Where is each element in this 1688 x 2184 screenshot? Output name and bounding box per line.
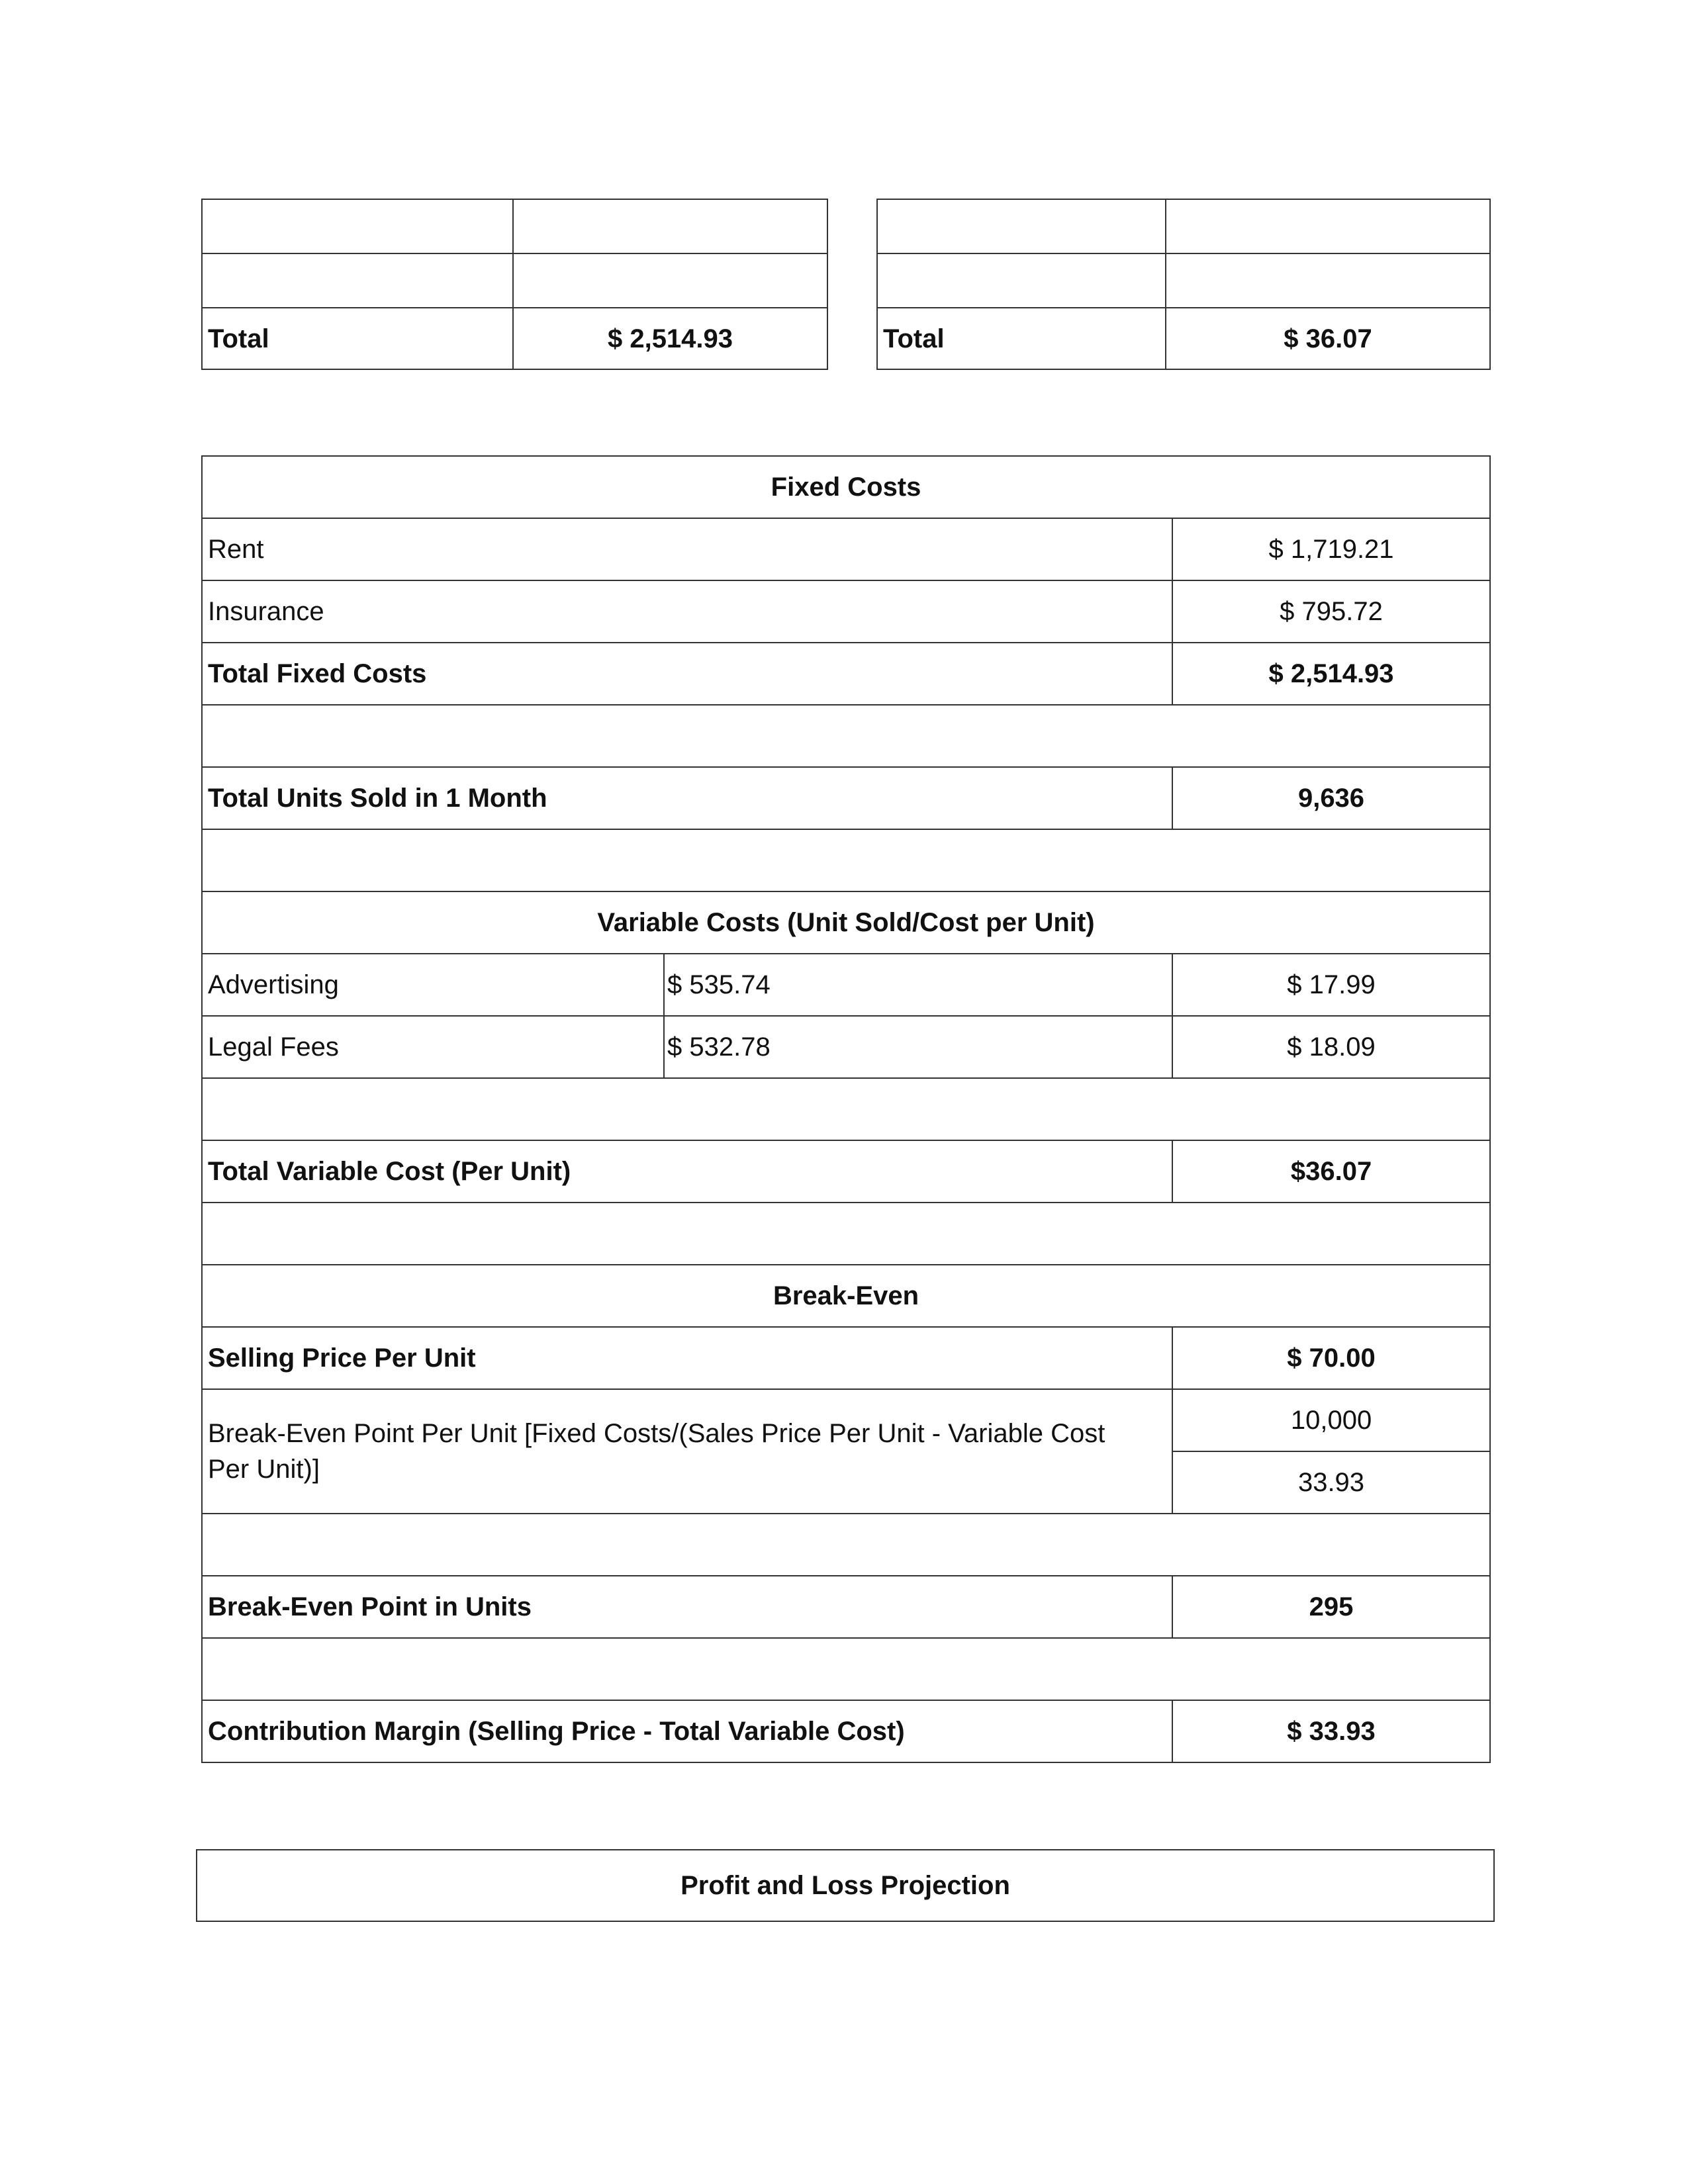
- units-sold-value: 9,636: [1172, 767, 1490, 829]
- total-fixed-costs-value: $ 2,514.93: [1172, 643, 1490, 705]
- selling-price-label: Selling Price Per Unit: [202, 1327, 1172, 1389]
- table-row: [877, 308, 1490, 369]
- spacer-cell: [202, 705, 1490, 767]
- table-row: [877, 253, 1490, 308]
- legal-fees-per-unit: $ 18.09: [1172, 1016, 1490, 1078]
- total-variable-cost-label: Total Variable Cost (Per Unit): [202, 1140, 1172, 1203]
- break-even-header: Break-Even: [202, 1265, 1490, 1327]
- table-row: [197, 1850, 1494, 1921]
- table-row: [202, 1514, 1490, 1576]
- total-variable-cost-value: $36.07: [1172, 1140, 1490, 1203]
- total-label: Total: [202, 308, 513, 369]
- table-row: [877, 199, 1490, 253]
- table-row: [202, 253, 827, 308]
- table-row: [202, 456, 1490, 518]
- total-value: $ 2,514.93: [513, 308, 827, 369]
- total-value: $ 36.07: [1166, 308, 1490, 369]
- break-even-point-value-1: 10,000: [1172, 1389, 1490, 1451]
- rent-label: Rent: [202, 518, 1172, 580]
- insurance-value: $ 795.72: [1172, 580, 1490, 643]
- table-row: [202, 1016, 1490, 1078]
- total-label: Total: [877, 308, 1166, 369]
- table-row: [202, 308, 827, 369]
- selling-price-value: $ 70.00: [1172, 1327, 1490, 1389]
- break-even-point-label: Break-Even Point Per Unit [Fixed Costs/(Sales Price Per Unit - Variable Cost Per Unit)]: [202, 1389, 1172, 1514]
- table-row: [202, 643, 1490, 705]
- units-sold-label: Total Units Sold in 1 Month: [202, 767, 1172, 829]
- empty-cell: [202, 199, 513, 253]
- table-row: [202, 1700, 1490, 1762]
- break-even-point-value-2: 33.93: [1172, 1451, 1490, 1514]
- spacer-cell: [202, 1514, 1490, 1576]
- empty-cell: [1166, 199, 1490, 253]
- table-row: [202, 199, 827, 253]
- advertising-label: Advertising: [202, 954, 664, 1016]
- profit-loss-header: Profit and Loss Projection: [197, 1850, 1494, 1921]
- variable-summary-table: [876, 199, 1491, 370]
- advertising-cost: $ 535.74: [664, 954, 1172, 1016]
- total-fixed-costs-label: Total Fixed Costs: [202, 643, 1172, 705]
- table-row: [202, 829, 1490, 891]
- break-even-units-value: 295: [1172, 1576, 1490, 1638]
- variable-costs-header: Variable Costs (Unit Sold/Cost per Unit): [202, 891, 1490, 954]
- contribution-margin-value: $ 33.93: [1172, 1700, 1490, 1762]
- spacer-cell: [202, 1203, 1490, 1265]
- empty-cell: [202, 253, 513, 308]
- table-row: [202, 518, 1490, 580]
- table-row: [202, 1327, 1490, 1389]
- fixed-costs-header: Fixed Costs: [202, 456, 1490, 518]
- spacer-cell: [202, 1638, 1490, 1700]
- empty-cell: [877, 199, 1166, 253]
- spacer-cell: [202, 829, 1490, 891]
- break-even-table: [201, 455, 1491, 1763]
- legal-fees-cost: $ 532.78: [664, 1016, 1172, 1078]
- table-row: [202, 767, 1490, 829]
- advertising-per-unit: $ 17.99: [1172, 954, 1490, 1016]
- table-row: [202, 705, 1490, 767]
- legal-fees-label: Legal Fees: [202, 1016, 664, 1078]
- table-row: [202, 1265, 1490, 1327]
- table-row: [202, 1078, 1490, 1140]
- table-row: [202, 1576, 1490, 1638]
- fixed-summary-table: [201, 199, 828, 370]
- profit-loss-table: [196, 1849, 1495, 1922]
- contribution-margin-label: Contribution Margin (Selling Price - Total Variable Cost): [202, 1700, 1172, 1762]
- rent-value: $ 1,719.21: [1172, 518, 1490, 580]
- table-row: [202, 1389, 1490, 1451]
- empty-cell: [513, 199, 827, 253]
- break-even-units-label: Break-Even Point in Units: [202, 1576, 1172, 1638]
- spacer-cell: [202, 1078, 1490, 1140]
- insurance-label: Insurance: [202, 580, 1172, 643]
- table-row: [202, 891, 1490, 954]
- table-row: [202, 954, 1490, 1016]
- empty-cell: [513, 253, 827, 308]
- table-row: [202, 1203, 1490, 1265]
- table-row: [202, 580, 1490, 643]
- empty-cell: [877, 253, 1166, 308]
- empty-cell: [1166, 253, 1490, 308]
- table-row: [202, 1638, 1490, 1700]
- table-row: [202, 1140, 1490, 1203]
